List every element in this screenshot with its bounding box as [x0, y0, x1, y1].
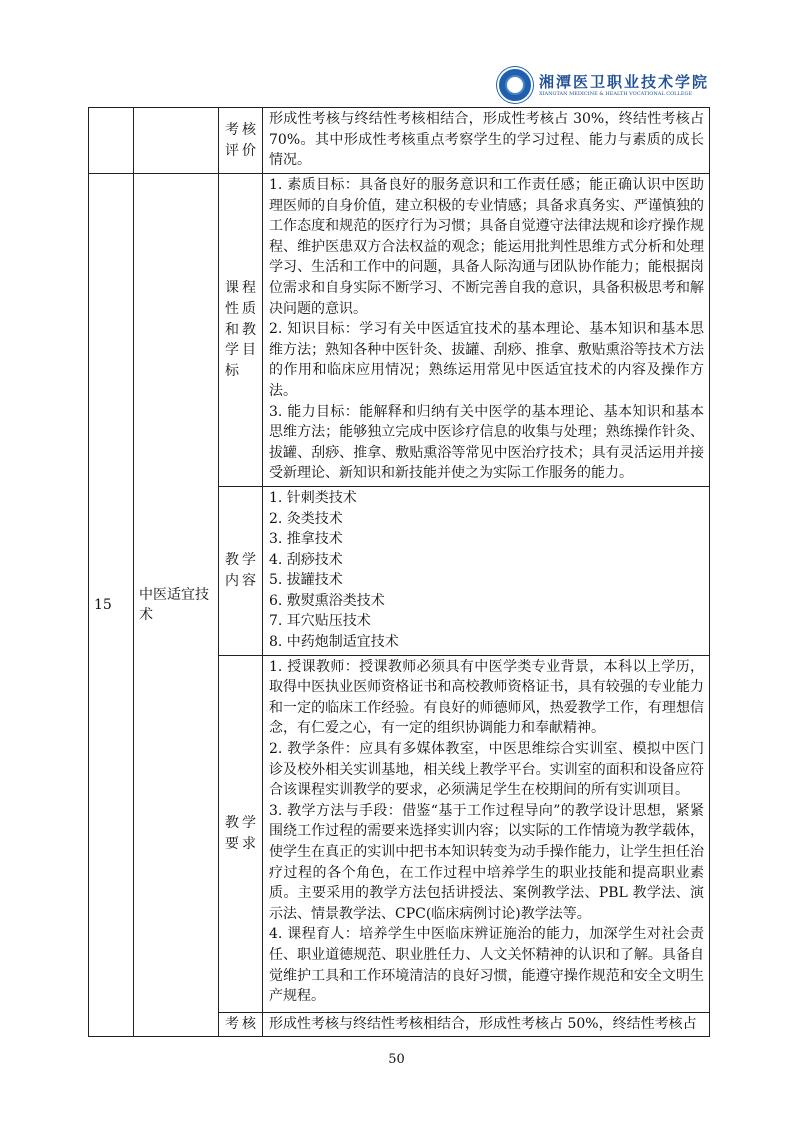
college-seal-icon [497, 67, 533, 103]
row-label: 考核 [219, 1012, 263, 1037]
requirements-cell [263, 655, 710, 1012]
course-table [88, 107, 710, 1037]
row-label: 教学内容 [219, 486, 263, 655]
content-item: 6. 敷熨熏浴类技术 [269, 592, 385, 609]
content-item: 5. 拔罐技术 [269, 572, 343, 589]
content-item: 7. 耳穴贴压技术 [269, 613, 371, 630]
content-cell [263, 486, 710, 655]
objective-item: 1. 素质目标：具备良好的服务意识和工作责任感；能正确认识中医助理医师的自身价值，建立积极的专业情感；具备求真务实、严谨慎独的工作态度和规范的医疗行为习惯；具备自觉遵守法律法规和诊疗操作规程、维护医患双方合法权益的观念；能运用批判性思维方式分析和处理学习、生活和工作中的问题，具备人际沟通与团队协作能力；能根据岗位需求和自身实际不断学习、不断完善自我的意识，具备积极思考和解决问题的意识。 [269, 177, 704, 317]
objective-item: 2. 知识目标：学习有关中医适宜技术的基本理论、基本知识和基本思维方法；熟知各种中医针灸、拔罐、刮痧、推拿、敷贴熏浴等技术方法的作用和临床应用情况；熟练运用常见中医适宜技术的内容及操作方法。 [269, 321, 704, 399]
table-row [89, 108, 710, 174]
logo-chinese-name: 湘潭医卫职业技术学院 [538, 72, 709, 91]
content-item: 4. 刮痧技术 [269, 551, 343, 568]
page-number: 50 [388, 1052, 405, 1068]
assessment-text: 形成性考核与终结性考核相结合，形成性考核占 30%，终结性考核占70%。其中形成性考核重点考察学生的学习过程、能力与素质的成长情况。 [263, 108, 710, 174]
content-item: 3. 推拿技术 [269, 531, 343, 548]
content-item: 8. 中药炮制适宜技术 [269, 634, 399, 651]
row-label: 课程性质和教学目标 [219, 174, 263, 487]
course-name: 中医适宜技术 [134, 174, 219, 1037]
requirement-item: 3. 教学方法与手段：借鉴“基于工作过程导向”的教学设计思想，紧紧围绕工作过程的需要来选择实训内容；以实际的工作情境为教学载体，使学生在真正的实训中把书本知识转变为动手操作能力，让学生担任治疗过程的各个角色，在工作过程中培养学生的职业技能和提高职业素质。主要采用的教学方法包括讲授法、案例教学法、PBL 教学法、演示法、情景教学法、CPC(临床病例讨论)教学法等。 [269, 802, 704, 922]
content-item: 2. 灸类技术 [269, 510, 343, 527]
objectives-cell [263, 174, 710, 487]
logo-english-name: XIANGTAN MEDICINE & HEALTH VOCATIONAL COLLEGE [538, 90, 693, 97]
requirement-item: 4. 课程育人：培养学生中医临床辨证施治的能力，加深学生对社会责任、职业道德规范、职业胜任力、人文关怀精神的认识和了解。具备自觉维护工具和工作环境清洁的良好习惯，能遵守操作规范和安全文明生产规程。 [269, 926, 704, 1005]
header [88, 66, 709, 107]
row-label: 教学要求 [219, 655, 263, 1012]
requirement-item: 1. 授课教师：授课教师必须具有中医学类专业背景，本科以上学历，取得中医执业医师资格证书和高校教师资格证书，具有较强的专业能力和一定的临床工作经验。有良好的师德师风，热爱教学工作，有理想信念，有仁爱之心，有一定的组织协调能力和奉献精神。 [269, 658, 704, 737]
content-item: 1. 针刺类技术 [269, 489, 357, 506]
course-number: 15 [89, 174, 134, 1037]
requirement-item: 2. 教学条件：应具有多媒体教室，中医思维综合实训室、模拟中医门诊及校外相关实训基地，相关线上教学平台。实训室的面积和设备应符合该课程实训教学的要求，必须满足学生在校期间的所有实训项目。 [269, 741, 704, 799]
table-row [89, 174, 710, 487]
objective-item: 3. 能力目标：能解释和归纳有关中医学的基本理论、基本知识和基本思维方法；能够独立完成中医诊疗信息的收集与处理；熟练操作针灸、拔罐、刮痧、推拿、敷贴熏浴等常见中医治疗技术；具有灵活运用并接受新理论、新知识和新技能并使之为实际工作服务的能力。 [269, 403, 704, 482]
assessment-text: 形成性考核与终结性考核相结合，形成性考核占 50%，终结性考核占 [263, 1012, 710, 1037]
college-logo [497, 66, 709, 104]
row-label: 考核评价 [219, 108, 263, 174]
